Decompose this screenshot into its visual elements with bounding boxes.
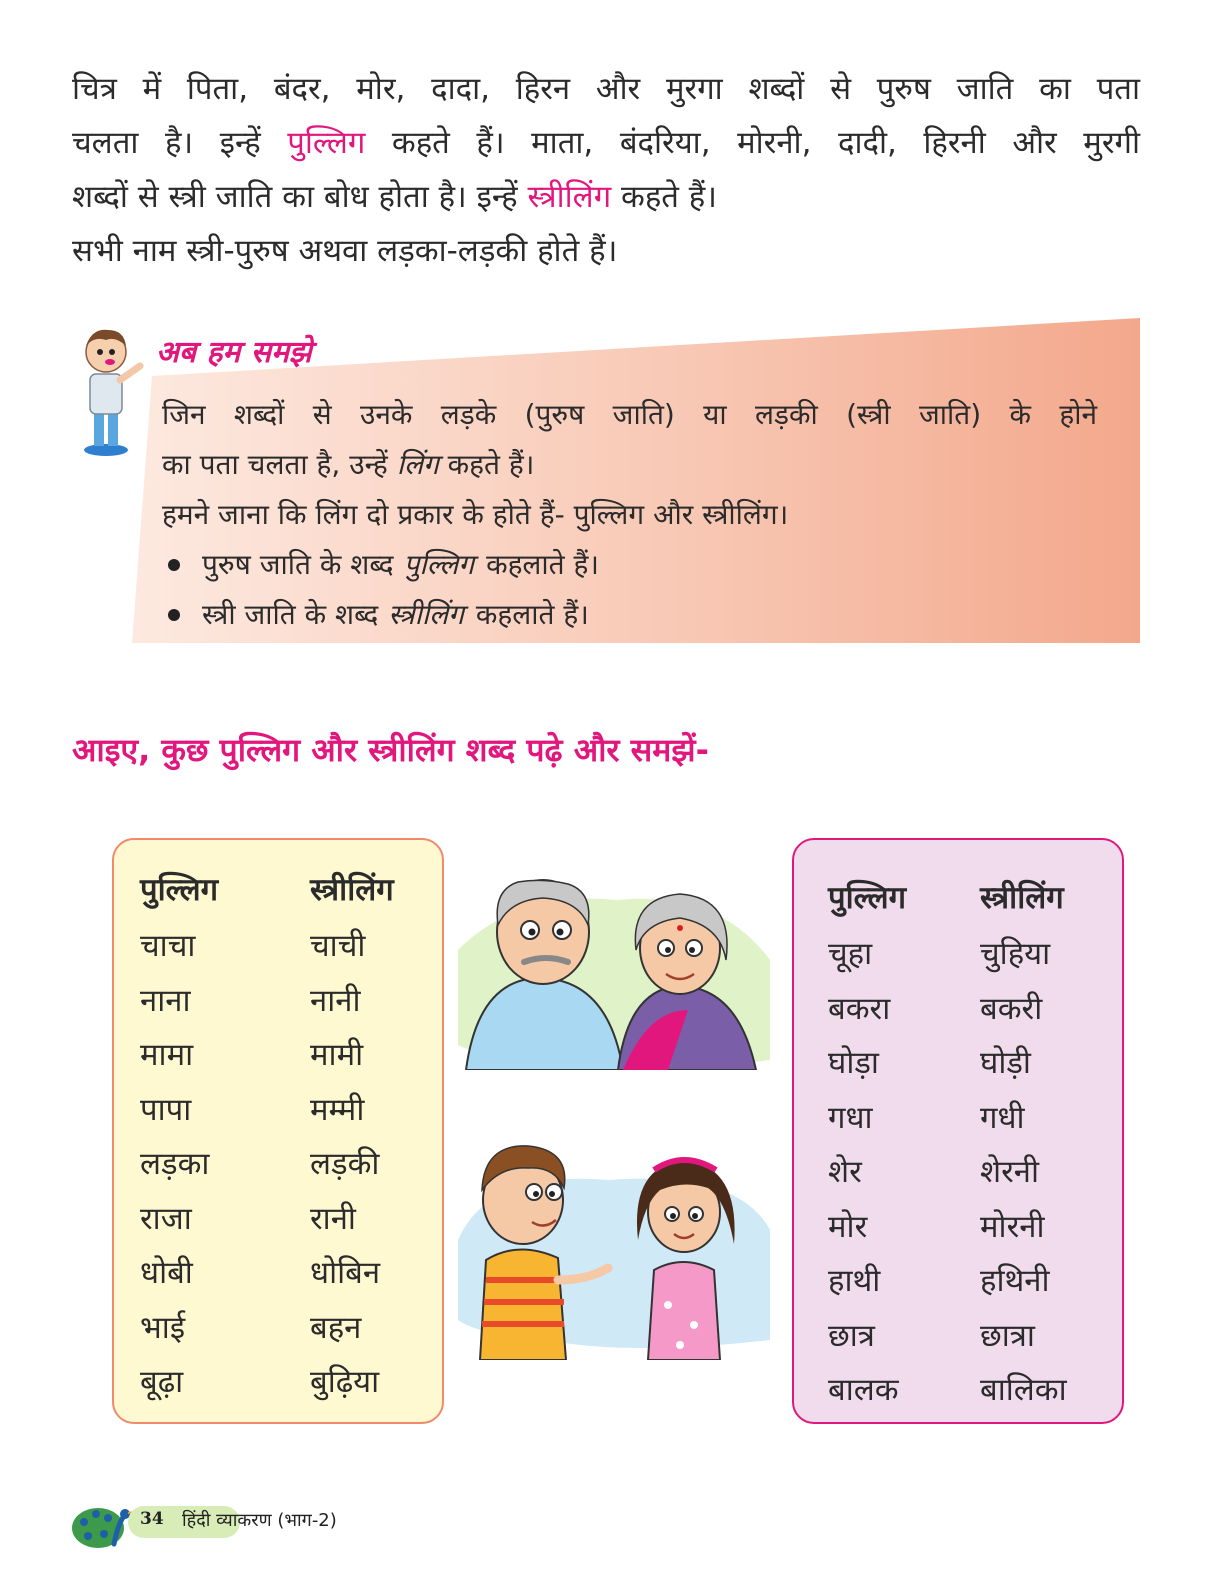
table-row [140,1191,394,1246]
feminine-word: चाची [310,928,366,965]
feminine-word: घोड़ी [980,1045,1031,1082]
masculine-word: छात्र [828,1317,875,1354]
masculine-word: चूहा [828,936,873,973]
intro-paragraph [72,62,1140,278]
types-line: हमने जाना कि लिंग दो प्रकार के होते हैं- पुल्लिग और स्त्रीलिंग। [162,498,789,531]
book-title: हिंदी व्याकरण (भाग-2) [182,1510,337,1531]
feminine-word: लड़की [310,1146,380,1183]
feminine-word: रानी [310,1200,356,1237]
masculine-word: मामा [140,1037,194,1074]
intro-line-2 [72,116,1140,170]
table-row [140,1027,394,1082]
feminine-word: गधी [980,1099,1025,1136]
concept-text [162,390,1097,640]
table-row [140,1082,394,1137]
table-row [828,1199,1067,1254]
table-header-row [140,860,394,918]
masculine-word: नाना [140,982,191,1019]
table-row [140,1300,394,1355]
masculine-word: धोबी [140,1255,193,1292]
term-ling: लिंग [396,448,439,481]
header-masculine: पुल्लिग [828,880,907,916]
table-row [828,1362,1067,1417]
header-feminine: स्त्रीलिंग [980,880,1064,916]
table-row [140,1245,394,1300]
cartoon-boy-pointing-icon [70,322,150,457]
table-row [828,926,1067,981]
bullet-masculine [162,540,1097,590]
masculine-word: घोड़ा [828,1045,879,1082]
gender-word-table-right [828,868,1067,1417]
masculine-word: बकरा [828,990,891,1027]
masculine-word: भाई [140,1309,186,1346]
section-subtitle: आइए, कुछ पुल्लिग और स्त्रीलिंग शब्द पढ़े और समझें- [72,731,709,769]
table-header-row [828,868,1067,926]
masculine-word: हाथी [828,1263,881,1300]
page-number: 34 [140,1509,164,1529]
feminine-word: छात्रा [980,1317,1035,1354]
boy-and-girl-illustration [458,1130,770,1360]
masculine-word: पापा [140,1091,192,1128]
feminine-word: बुढ़िया [310,1364,380,1401]
definition-line-1: जिन शब्दों से उनके लड़के (पुरुष जाति) या लड़की (स्त्री जाति) के होने [162,398,1097,431]
definition-line-2-end: कहते हैं। [438,448,535,481]
feminine-word: बालिका [980,1372,1067,1409]
masculine-word: शेर [828,1154,862,1191]
table-row [828,1090,1067,1145]
feminine-word: मामी [310,1037,364,1074]
bullet-masculine-term: पुल्लिग [403,548,475,581]
table-row [140,1354,394,1409]
table-row [140,1136,394,1191]
concept-heading: अब हम समझे [156,335,312,370]
feminine-word: चुहिया [980,936,1051,973]
feminine-word: नानी [310,982,361,1019]
intro-line-3-end: कहते हैं। [611,179,718,215]
intro-line-3 [72,170,1140,224]
bullet-feminine [162,590,1097,640]
table-row [828,1308,1067,1363]
definition-line-2 [162,440,1097,490]
table-row [828,1035,1067,1090]
header-feminine: स्त्रीलिंग [310,872,394,908]
feminine-word: मोरनी [980,1208,1045,1245]
bullet-masculine-start: पुरुष जाति के शब्द [202,548,394,581]
masculine-word: बूढ़ा [140,1364,184,1401]
intro-line-3-start: शब्दों से स्त्री जाति का बोध होता है। इन्हें [72,179,528,215]
definition-line-2-start: का पता चलता है, उन्हें [162,448,397,481]
highlight-striling: स्त्रीलिंग [527,179,612,215]
feminine-word: बकरी [980,990,1043,1027]
table-row [828,981,1067,1036]
table-row [828,1144,1067,1199]
feminine-word: बहन [310,1309,362,1346]
masculine-word: बालक [828,1372,899,1409]
intro-line-1: चित्र में पिता, बंदर, मोर, दादा, हिरन और मुरगा शब्दों से पुरुष जाति का पता [72,71,1140,107]
feminine-word: धोबिन [310,1255,381,1292]
bullet-feminine-term: स्त्रीलिंग [388,598,464,631]
page-footer [70,1494,470,1554]
masculine-word: गधा [828,1099,873,1136]
masculine-word: मोर [828,1208,868,1245]
bullet-feminine-start: स्त्री जाति के शब्द [202,598,379,631]
masculine-word: लड़का [140,1146,210,1183]
table-row [828,1253,1067,1308]
word-table-left [112,838,444,1424]
feminine-word: शेरनी [980,1154,1039,1191]
intro-line-4: सभी नाम स्त्री-पुरुष अथवा लड़का-लड़की होते हैं। [72,233,618,269]
gender-word-table-left [140,860,394,1409]
highlight-pullinga: पुल्लिग [287,125,366,161]
bullet-dot-icon [168,609,180,621]
word-table-right [792,838,1124,1424]
table-row [140,918,394,973]
elderly-couple-illustration [458,870,770,1070]
feminine-word: हथिनी [980,1263,1050,1300]
header-masculine: पुल्लिग [140,872,219,908]
feminine-word: मम्मी [310,1091,365,1128]
masculine-word: चाचा [140,928,196,965]
table-row [140,973,394,1028]
bullet-masculine-end: कहलाते हैं। [486,548,600,581]
intro-line-2-start: चलता है। इन्हें [72,125,288,161]
masculine-word: राजा [140,1200,192,1237]
bullet-feminine-end: कहलाते हैं। [475,598,589,631]
bullet-dot-icon [168,559,180,571]
concept-box [70,318,1150,648]
intro-line-2-end: कहते हैं। माता, बंदरिया, मोरनी, दादी, हिरनी और मुरगी [365,125,1140,161]
